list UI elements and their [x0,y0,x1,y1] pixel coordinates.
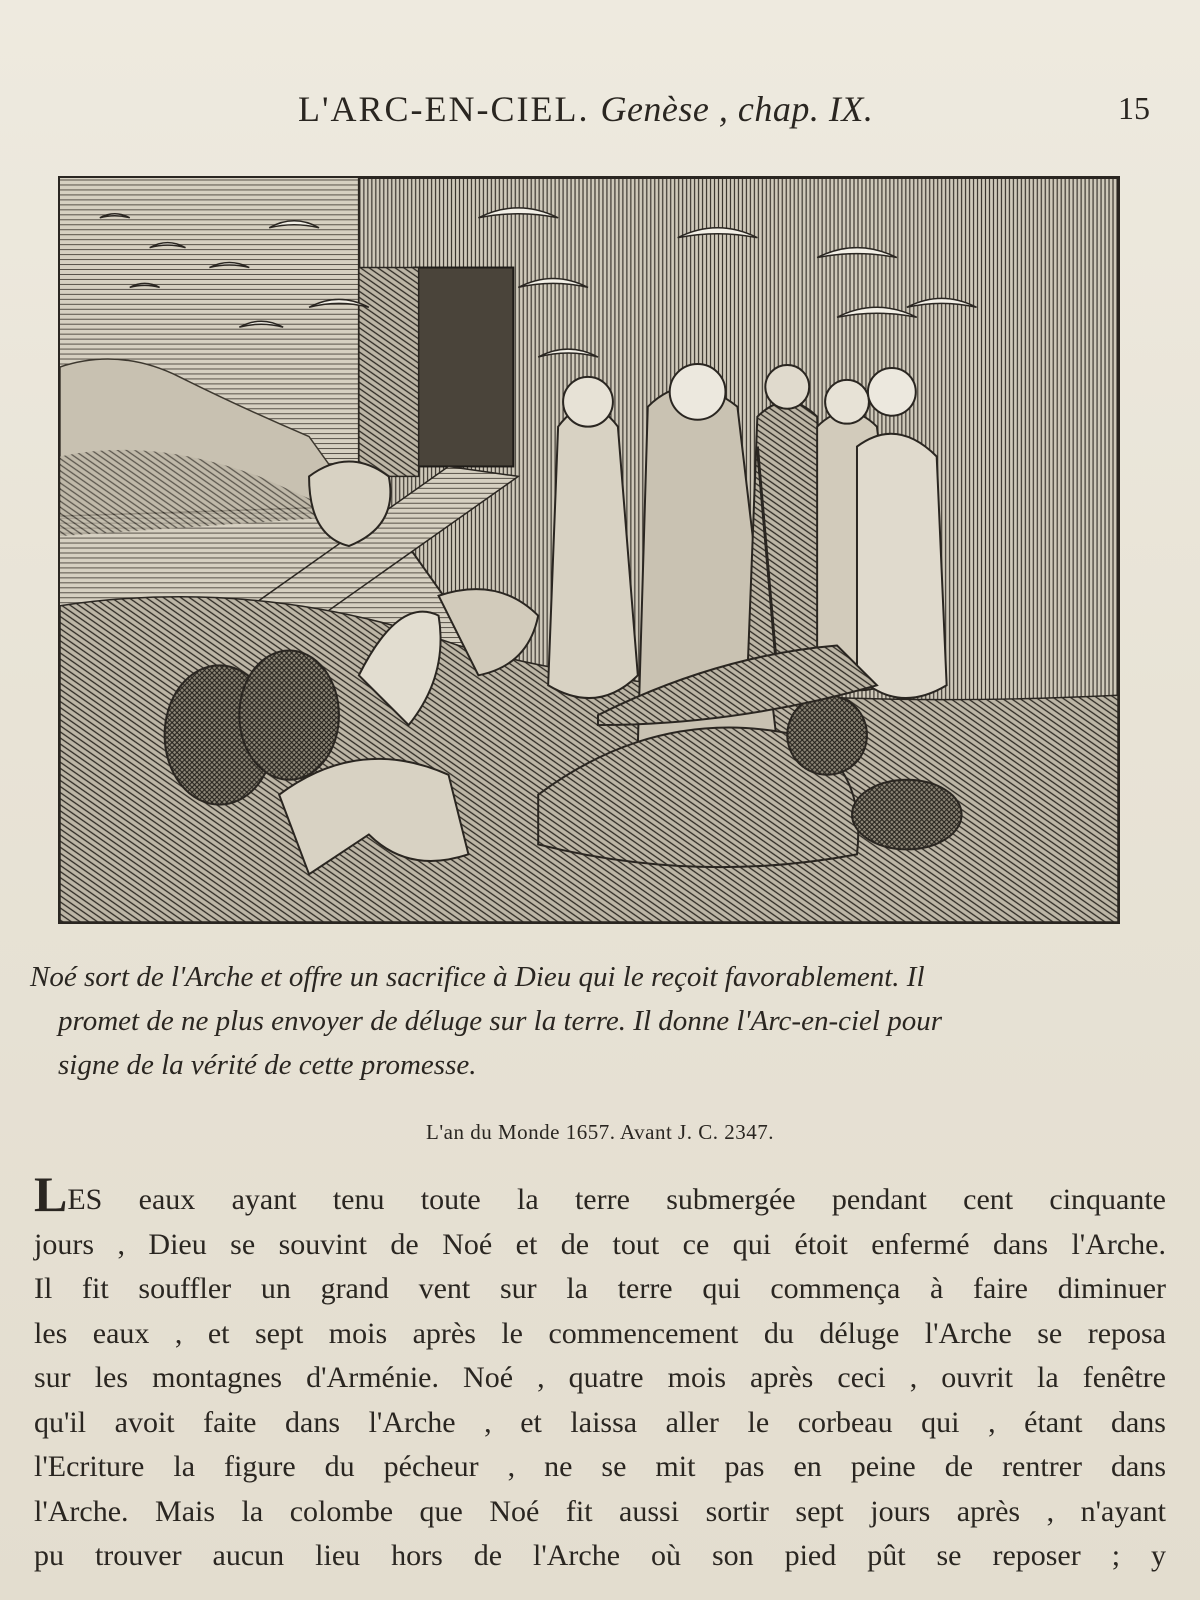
drop-cap: L [34,1166,68,1222]
body-text [34,1166,1166,1579]
plate-caption [30,955,1170,1087]
page-number: 15 [1118,90,1150,126]
caption-line: Noé sort de l'Arche et offre un sacrifice à Dieu qui le reçoit favorablement. Il [30,961,925,993]
running-head-title [298,88,873,130]
body-line: qu'il avoit faite dans l'Arche , et laissa aller le corbeau qui , étant dans [34,1405,1166,1439]
engraving-plate [58,176,1120,924]
engraving-noah-leaving-ark-icon [60,178,1118,922]
dateline: L'an du Monde 1657. Avant J. C. 2347. [426,1120,774,1144]
body-line: LES eaux ayant tenu toute la terre submergée pendant cent cinquante [34,1166,1166,1222]
body-line: jours , Dieu se souvint de Noé et de tout ce qui étoit enfermé dans l'Arche. [34,1227,1166,1261]
body-line: les eaux , et sept mois après le commencement du déluge l'Arche se reposa [34,1316,1166,1350]
running-head [0,88,1200,132]
chapter-title: L'ARC-EN-CIEL. [298,89,590,129]
body-line: l'Ecriture la figure du pécheur , ne se mit pas en peine de rentrer dans [34,1450,1166,1483]
caption-line: promet de ne plus envoyer de déluge sur la terre. Il donne l'Arc-en-ciel pour [58,1005,943,1037]
body-line: Il fit souffler un grand vent sur la terre qui commença à faire diminuer [34,1272,1166,1305]
body-line: sur les montagnes d'Arménie. Noé , quatre mois après ceci , ouvrit la fenêtre [34,1361,1166,1394]
caption-line: signe de la vérité de cette promesse. [58,1049,477,1081]
body-line: l'Arche. Mais la colombe que Noé fit aussi sortir sept jours après , n'ayant [34,1494,1166,1528]
body-line: pu trouver aucun lieu hors de l'Arche où son pied pût se reposer ; y [34,1539,1166,1572]
chapter-reference: Genèse , chap. IX. [600,89,874,129]
